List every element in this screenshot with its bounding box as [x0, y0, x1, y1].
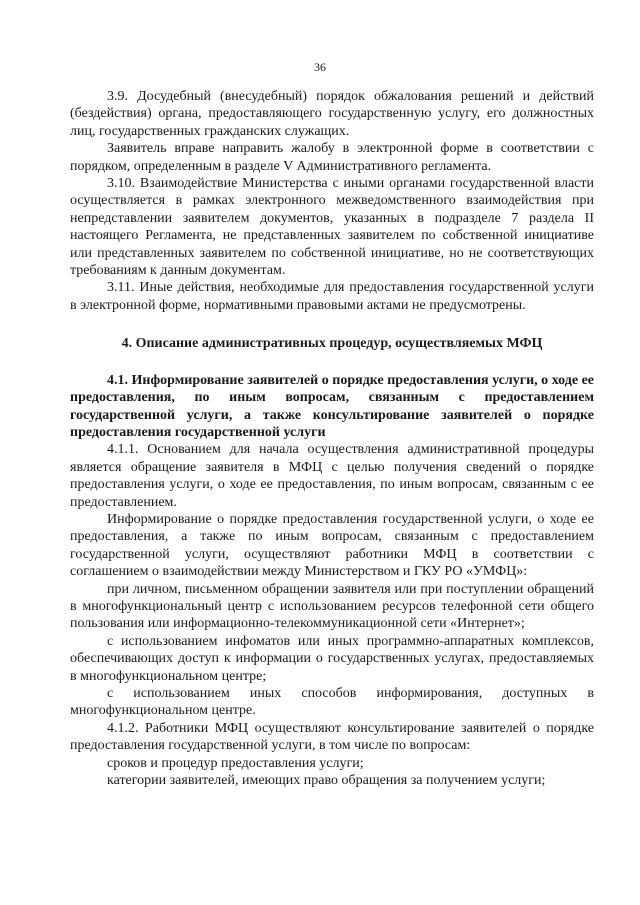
list-item-categories: категории заявителей, имеющих право обращения за получением услуги; [107, 773, 546, 789]
list-item-personal-request: при личном, письменном обращении заявителя или при поступлении обращений в многофункциональный центр с использованием ресурсов телефонной сети общего пользования или информационно-телекоммуникационной сети «Интернет»; [70, 581, 594, 632]
paragraph-3-9: 3.9. Досудебный (внесудебный) порядок обжалования решений и действий (бездействия) органа, предоставляющего государственную услугу, его должностных лиц, государственных гражданских служащих. [70, 89, 594, 139]
section-heading: 4. Описание административных процедур, осуществляемых МФЦ [121, 336, 543, 352]
page-number: 36 [314, 60, 326, 74]
list-item-infomats: с использованием инфоматов или иных программно-аппаратных комплексов, обеспечивающих доступ к информации о государственных услугах, предоставляемых в многофункциональном центре; [70, 633, 594, 684]
list-item-other-methods: с использованием иных способов информирования, доступных в многофункциональном центре. [70, 686, 594, 719]
subsection-heading: 4.1. Информирование заявителей о порядке предоставления услуги, о ходе ее предоставления, по иным вопросам, связанным с предоставлением государственной услуги, а также консультирование заявителей о порядке предоставления государственной услуги [70, 372, 594, 440]
paragraph-3-10: 3.10. Взаимодействие Министерства с иными органами государственной власти осуществляется в рамках электронного межведомственного взаимодействия при непредставлении заявителем документов, указанных в подразделе 7 раздела II настоящего Регламента, не представленных заявителем по собственной инициативе или представленных заявителем по собственной инициативе, но не соответствующих требованиям к данным документам. [70, 176, 594, 279]
list-item-terms: сроков и процедур предоставления услуги; [107, 755, 364, 771]
paragraph-4-1-1: 4.1.1. Основанием для начала осуществления административной процедуры является обращение заявителя в МФЦ с целью получения сведений о порядке предоставления услуги, о ходе ее предоставления, по иным вопросам, связанным с ее предоставлением. [70, 442, 594, 510]
spacer [70, 353, 594, 372]
paragraph-3-11: 3.11. Иные действия, необходимые для предоставления государственной услуги в электронной форме, нормативными правовыми актами не предусмотрены. [70, 280, 594, 313]
paragraph-4-1-2: 4.1.2. Работники МФЦ осуществляют консультирование заявителей о порядке предоставления государственной услуги, в том числе по вопросам: [70, 720, 594, 754]
paragraph-complaint: Заявитель вправе направить жалобу в электронной форме в соответствии с порядком, определенным в разделе V Административного регламента. [70, 141, 594, 174]
paragraph-informing: Информирование о порядке предоставления государственной услуги, о ходе ее предоставления, а также по иным вопросам, связанным с предоставлением государственной услуги, осуществляют работники МФЦ в соответствии с соглашением о взаимодействии между Министерством и ГКУ РО «УМФЦ»: [70, 511, 594, 580]
page-content [70, 88, 594, 789]
spacer [70, 314, 594, 335]
